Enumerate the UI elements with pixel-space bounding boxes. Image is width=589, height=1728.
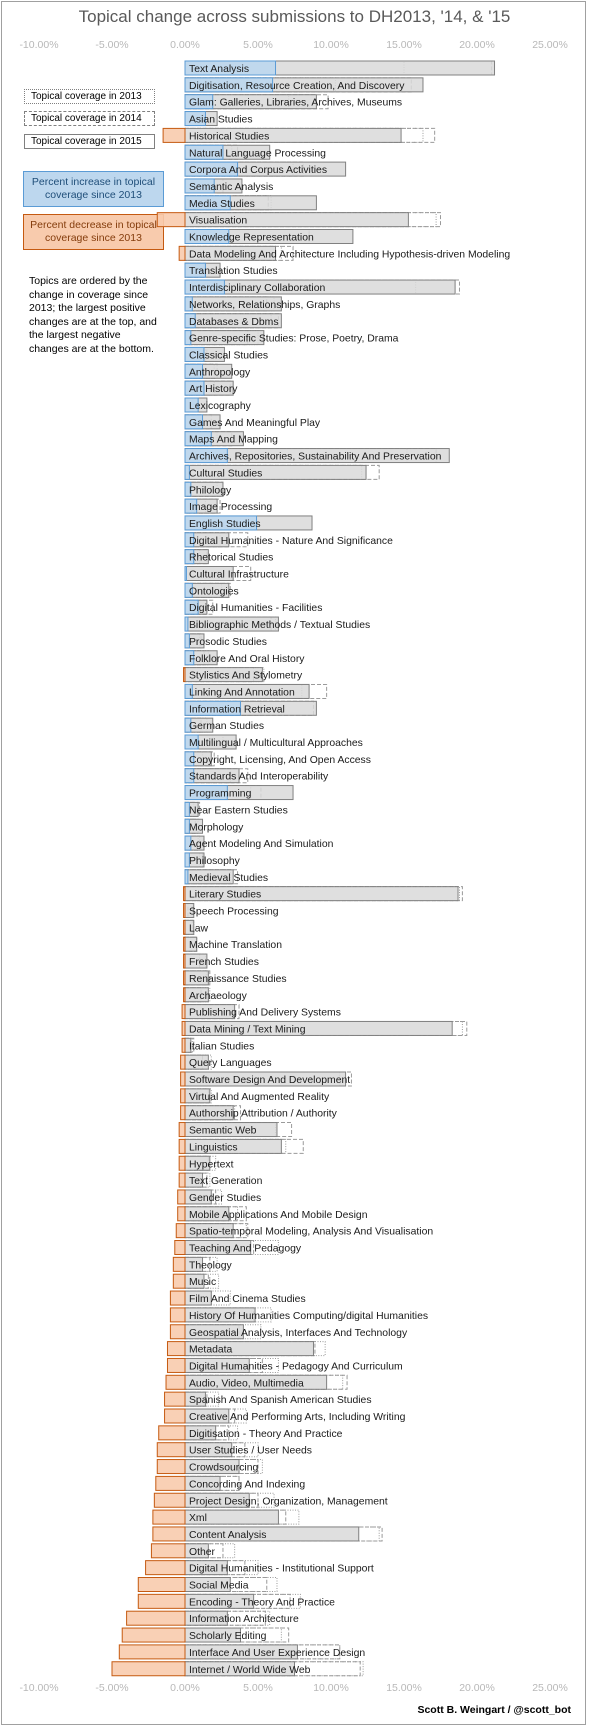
category-label-21: Games And Meaningful Play	[189, 417, 321, 429]
legend-increase: Percent increase in topical coverage since 2013	[23, 171, 164, 207]
category-label-45: Morphology	[189, 822, 244, 834]
change-bar-48	[185, 870, 188, 884]
category-label-88: Other	[189, 1546, 215, 1558]
category-label-79: Spanish And Spanish American Studies	[189, 1395, 372, 1407]
category-label-76: Metadata	[189, 1344, 233, 1356]
credit: Scott B. Weingart / @scott_bot	[417, 1704, 571, 1716]
change-bar-30	[185, 567, 186, 581]
change-bar-81	[159, 1426, 185, 1440]
category-label-42: Standards And Interoperability	[189, 771, 329, 783]
category-label-65: Hypertext	[189, 1159, 234, 1171]
category-label-59: Query Languages	[189, 1058, 272, 1070]
category-label-25: Philology	[189, 485, 232, 497]
change-bar-85	[154, 1493, 185, 1507]
change-bar-57	[182, 1021, 185, 1035]
category-label-91: Encoding - Theory And Practice	[189, 1597, 335, 1609]
change-bar-56	[182, 1005, 185, 1019]
change-bar-33	[185, 617, 188, 631]
category-label-9: Visualisation	[189, 215, 248, 227]
category-label-38: Information Retrieval	[189, 704, 285, 716]
category-label-41: Copyright, Licensing, And Open Access	[189, 754, 371, 766]
category-label-14: Networks, Relationships, Graphs	[189, 299, 341, 311]
category-label-13: Interdisciplinary Collaboration	[189, 283, 326, 295]
change-bar-71	[173, 1257, 185, 1271]
category-label-11: Data Modeling And Architecture Including Hypothesis-driven Modeling	[189, 249, 511, 261]
category-label-19: Art History	[189, 384, 238, 396]
category-label-51: Law	[189, 923, 209, 935]
x-tick-top-6: 20.00%	[459, 39, 495, 51]
category-label-89: Digital Humanities - Institutional Support	[189, 1563, 374, 1575]
category-label-64: Linguistics	[189, 1142, 238, 1154]
category-label-46: Agent Modeling And Simulation	[189, 839, 334, 851]
change-bar-54	[184, 971, 185, 985]
x-tick-top-5: 15.00%	[386, 39, 422, 51]
category-label-8: Media Studies	[189, 198, 255, 210]
change-bar-92	[127, 1611, 185, 1625]
category-label-80: Creative And Performing Arts, Including Writing	[189, 1412, 406, 1423]
category-label-86: Xml	[189, 1513, 207, 1525]
category-label-78: Audio, Video, Multimedia	[189, 1378, 304, 1390]
category-label-47: Philosophy	[189, 855, 240, 867]
category-label-83: Crowdsourcing	[189, 1462, 259, 1474]
category-label-15: Databases & Dbms	[189, 316, 279, 328]
change-bar-79	[165, 1392, 185, 1406]
category-label-62: Authorship Attribution / Authority	[189, 1108, 337, 1120]
change-bar-64	[179, 1139, 185, 1153]
category-label-28: Digital Humanities - Nature And Significance	[189, 535, 393, 547]
category-label-1: Digitisation, Resource Creation, And Discovery	[189, 80, 405, 92]
category-label-74: History Of Humanities Computing/digital Humanities	[189, 1310, 429, 1322]
change-bar-68	[178, 1207, 185, 1221]
category-label-69: Spatio-temporal Modeling, Analysis And Visualisation	[189, 1226, 434, 1238]
category-label-56: Publishing And Delivery Systems	[189, 1007, 341, 1019]
change-bar-66	[179, 1173, 185, 1187]
change-bar-69	[176, 1224, 185, 1238]
category-label-12: Translation Studies	[189, 266, 278, 278]
category-label-18: Anthropology	[189, 367, 251, 379]
change-bar-4	[163, 128, 185, 142]
change-bar-93	[122, 1628, 185, 1642]
x-tick-bottom-1: -5.00%	[95, 1682, 129, 1694]
x-tick-bottom-7: 25.00%	[532, 1682, 568, 1694]
category-label-93: Scholarly Editing	[189, 1631, 267, 1643]
x-tick-top-0: -10.00%	[19, 39, 59, 51]
change-bar-36	[184, 668, 185, 682]
category-label-16: Genre-specific Studies: Prose, Poetry, Drama	[189, 333, 399, 345]
category-label-40: Multilingual / Multicultural Approaches	[189, 738, 363, 749]
change-bar-52	[184, 937, 185, 951]
legend-coverage-2014: Topical coverage in 2014	[24, 111, 155, 126]
category-label-73: Film And Cinema Studies	[189, 1294, 306, 1306]
category-label-10: Knowledge Representation	[189, 232, 314, 244]
category-label-32: Digital Humanities - Facilities	[189, 603, 323, 615]
category-label-30: Cultural Infrastructure	[189, 569, 289, 581]
x-tick-top-4: 10.00%	[313, 39, 349, 51]
change-bar-9	[157, 213, 185, 227]
change-bar-86	[153, 1510, 185, 1524]
change-bar-89	[146, 1561, 185, 1575]
category-label-92: Information Architecture	[189, 1614, 299, 1626]
change-bar-70	[175, 1241, 185, 1255]
category-label-7: Semantic Analysis	[189, 181, 274, 193]
category-label-0: Text Analysis	[189, 64, 250, 75]
category-label-17: Classical Studies	[189, 350, 269, 362]
change-bar-76	[167, 1342, 185, 1356]
category-label-36: Stylistics And Stylometry	[189, 670, 303, 682]
change-bar-84	[156, 1476, 185, 1490]
change-bar-87	[153, 1527, 185, 1541]
change-bar-82	[157, 1443, 185, 1457]
category-label-53: French Studies	[189, 957, 259, 969]
x-tick-bottom-3: 5.00%	[243, 1682, 273, 1694]
change-bar-72	[173, 1274, 185, 1288]
category-label-52: Machine Translation	[189, 940, 282, 952]
category-label-85: Project Design, Organization, Management	[189, 1496, 388, 1508]
category-label-22: Maps And Mapping	[189, 434, 278, 446]
category-label-2: Glam: Galleries, Libraries, Archives, Museums	[189, 97, 403, 109]
x-tick-top-3: 5.00%	[243, 39, 273, 51]
x-tick-bottom-6: 20.00%	[459, 1682, 495, 1694]
category-label-82: User Studies / User Needs	[189, 1445, 313, 1457]
category-label-61: Virtual And Augmented Reality	[189, 1091, 330, 1103]
change-bar-51	[184, 920, 185, 934]
change-bar-53	[184, 954, 185, 968]
category-label-49: Literary Studies	[189, 889, 262, 901]
change-bar-73	[170, 1291, 185, 1305]
category-label-95: Internet / World Wide Web	[189, 1664, 311, 1676]
category-label-66: Text Generation	[189, 1176, 263, 1188]
change-bar-61	[181, 1089, 185, 1103]
category-label-67: Gender Studies	[189, 1192, 262, 1204]
change-bar-67	[178, 1190, 185, 1204]
category-label-58: Italian Studies	[189, 1041, 255, 1053]
category-label-50: Speech Processing	[189, 906, 279, 918]
category-label-84: Concording And Indexing	[189, 1479, 306, 1491]
x-tick-top-1: -5.00%	[95, 39, 129, 51]
category-label-75: Geospatial Analysis, Interfaces And Technology	[189, 1327, 408, 1339]
legend-decrease: Percent decrease in topical coverage since 2013	[23, 214, 164, 250]
x-tick-bottom-4: 10.00%	[313, 1682, 349, 1694]
category-label-44: Near Eastern Studies	[189, 805, 288, 817]
change-bar-11	[179, 246, 185, 260]
category-label-33: Bibliographic Methods / Textual Studies	[189, 620, 371, 632]
category-label-68: Mobile Applications And Mobile Design	[189, 1209, 368, 1221]
x-tick-top-7: 25.00%	[532, 39, 568, 51]
category-label-71: Theology	[189, 1260, 232, 1272]
category-label-23: Archives, Repositories, Sustainability And Preservation	[189, 451, 442, 463]
category-label-81: Digitisation - Theory And Practice	[189, 1428, 343, 1440]
change-bar-62	[181, 1106, 185, 1120]
change-bar-91	[138, 1594, 185, 1608]
category-label-72: Music	[189, 1277, 217, 1289]
change-bar-88	[151, 1544, 185, 1558]
x-tick-top-2: 0.00%	[170, 39, 200, 51]
category-label-90: Social Media	[189, 1580, 249, 1592]
change-bar-74	[170, 1308, 185, 1322]
category-label-35: Folklore And Oral History	[189, 653, 305, 665]
category-label-37: Linking And Annotation	[189, 687, 295, 699]
change-bar-49	[184, 887, 185, 901]
change-bar-50	[184, 904, 185, 918]
legend-coverage-2015: Topical coverage in 2015	[24, 134, 155, 149]
category-label-26: Image Processing	[189, 502, 273, 514]
x-tick-bottom-0: -10.00%	[19, 1682, 59, 1694]
category-label-4: Historical Studies	[189, 131, 270, 143]
change-bar-77	[167, 1358, 185, 1372]
change-bar-78	[166, 1375, 185, 1389]
category-label-3: Asian Studies	[189, 114, 253, 126]
change-bar-90	[138, 1578, 185, 1592]
change-bar-80	[165, 1409, 185, 1423]
change-bar-63	[179, 1123, 185, 1137]
category-label-77: Digital Humanities - Pedagogy And Curriculum	[189, 1361, 403, 1373]
category-label-20: Lexicography	[189, 401, 251, 412]
chart-title: Topical change across submissions to DH2013, '14, & '15	[78, 7, 511, 26]
category-label-5: Natural Language Processing	[189, 148, 326, 160]
change-bar-60	[181, 1072, 185, 1086]
category-label-34: Prosodic Studies	[189, 636, 267, 648]
legend-coverage-2013: Topical coverage in 2013	[24, 89, 155, 104]
category-label-48: Medieval Studies	[189, 872, 269, 884]
category-label-43: Programming	[189, 788, 252, 800]
category-label-6: Corpora And Corpus Activities	[189, 165, 328, 177]
ordering-note: Topics are ordered by the change in coverage since 2013; the largest positive changes are at the top, and the largest negative changes are at the bottom.	[29, 275, 157, 355]
change-bar-95	[112, 1662, 185, 1676]
change-bar-58	[182, 1038, 185, 1052]
category-label-63: Semantic Web	[189, 1125, 257, 1137]
category-label-70: Teaching And Pedagogy	[189, 1243, 302, 1255]
category-label-24: Cultural Studies	[189, 468, 263, 480]
change-bar-55	[184, 988, 185, 1002]
change-bar-75	[170, 1325, 185, 1339]
change-bar-83	[157, 1460, 185, 1474]
category-label-27: English Studies	[189, 518, 261, 530]
category-label-55: Archaeology	[189, 990, 247, 1002]
change-bar-94	[119, 1645, 185, 1659]
category-label-29: Rhetorical Studies	[189, 552, 274, 564]
x-tick-bottom-2: 0.00%	[170, 1682, 200, 1694]
category-label-57: Data Mining / Text Mining	[189, 1024, 306, 1036]
category-label-94: Interface And User Experience Design	[189, 1647, 366, 1659]
category-label-39: German Studies	[189, 721, 265, 733]
change-bar-65	[179, 1156, 185, 1170]
category-label-60: Software Design And Development	[189, 1075, 351, 1086]
category-label-54: Renaissance Studies	[189, 973, 287, 985]
x-tick-bottom-5: 15.00%	[386, 1682, 422, 1694]
category-label-31: Ontologies	[189, 586, 239, 598]
category-label-87: Content Analysis	[189, 1529, 267, 1541]
change-bar-59	[181, 1055, 185, 1069]
